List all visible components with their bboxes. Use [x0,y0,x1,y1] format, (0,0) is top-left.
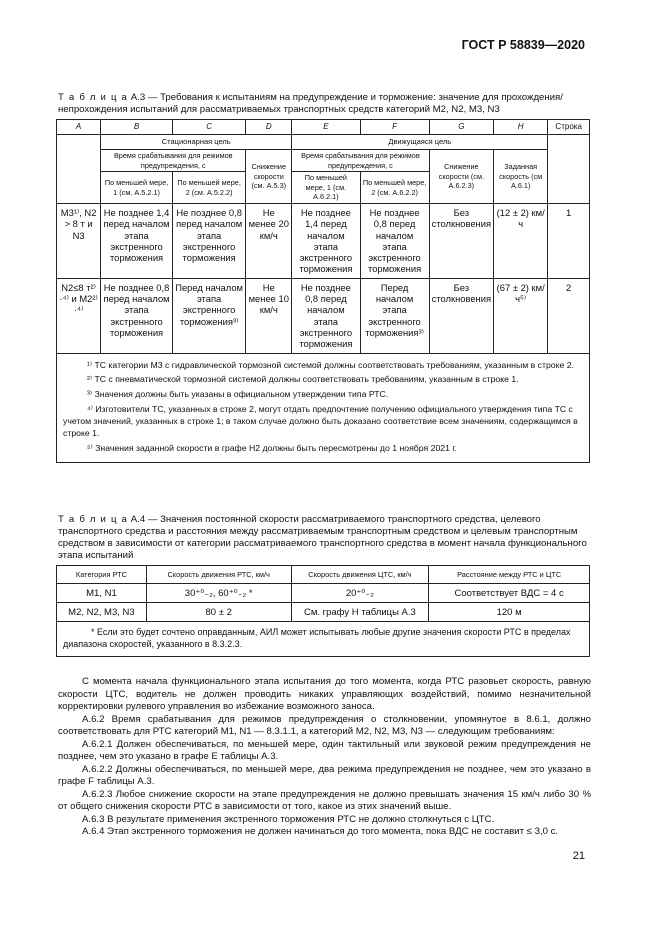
warn-time-moving: Время срабатывания для режимов предупреждения, с [292,150,429,172]
col-letter: H [494,120,548,135]
body-paragraph: С момента начала функционального этапа испытания до того момента, когда РТС разовьет скорость, равную скорости ЦТС, водитель не должен проводить никаких управляющих воздействий, помимо незначительной корректировки рулевого управления во избежание возможного заноса. [58,676,591,712]
a4-row1-category: M1, N1 [57,584,147,603]
table-row [57,584,590,603]
body-paragraph: А.6.2.2 Должны обеспечиваться, по меньшей мере, два режима предупреждения не позднее, чем это указано в графе F таблицы А.3. [58,763,591,787]
min2-stationary: По меньшей мере, 2 (см. А.5.2.2) [172,172,245,204]
footnote-2: ²⁾ ТС с пневматической тормозной системой должны соответствовать требованиям, указанным в строке 1. [87,374,519,385]
row2-d: Не менее 10 км/ч [246,278,292,353]
table-row [57,203,590,278]
row2-g: Без столкновения [429,278,493,353]
footnote-5: ⁵⁾ Значения заданной скорости в графе H2 должны быть пересмотрены до 1 ноября 2021 г. [87,442,457,453]
col-letter: F [360,120,429,135]
table-a3-letters-row [57,120,590,135]
table-a4-note: * Если это будет сочтено оправданным, АИЛ может испытывать любые другие значения скорости РТС в пределах диапазона скоростей, указанного в 8.3.2.3. [57,622,590,657]
row1-h: (12 ± 2) км/ч [494,203,548,278]
header-category: Категория РТС [57,566,147,584]
a4-row2-rts-speed: 80 ± 2 [146,603,291,622]
table-a3-group-row [57,135,590,150]
min2-moving: По меньшей мере, 2 (см. А.6.2.2) [360,172,429,204]
row2-category: N2≤8 т²⁾·⁴⁾ и M2²⁾·⁴⁾ [57,278,101,353]
row1-number: 1 [548,203,590,278]
min1-stationary: По меньшей мере, 1 (см. А.5.2.1) [101,172,173,204]
header-rts-speed: Скорость движения РТС, км/ч [146,566,291,584]
body-text [58,676,591,839]
table-a3-blank-a [57,135,101,204]
footnote-4: ⁴⁾ Изготовители ТС, указанных в строке 2, могут отдать предпочтение получению официального утверждения типа ТС с учетом значений, указанных в строке 1; в таком случае должно быть доказано соответствие всем значениям, содержащимся в строке 1. [63,403,578,439]
table-a4-caption-text: А.4 — Значения постоянной скорости рассматриваемого транспортного средства, целевого транспортного средства и расстояния между рассматриваемым транспортным средством и целевым транспортным средством в зависимости от категории рассматриваемого транспортного средства в момент начала функционального этапа испытаний [58,514,587,561]
col-letter-row: Строка [548,120,590,135]
a4-row2-distance: 120 м [429,603,590,622]
row1-b: Не позднее 1,4 перед началом этапа экстренного торможения [101,203,173,278]
body-paragraph: А.6.4 Этап экстренного торможения не должен начинаться до того момента, пока ВДС не составит ≤ 3,0 с. [82,826,559,837]
table-a4-caption [58,514,588,562]
warn-time-stationary: Время срабатывания для режимов предупреждения, с [101,150,246,172]
row2-number: 2 [548,278,590,353]
table-a3-caption [58,92,588,116]
table-a3-caption-label: Т а б л и ц а [58,92,129,103]
table-row [57,278,590,353]
row2-b: Не позднее 0,8 перед началом этапа экстренного торможения [101,278,173,353]
footnote-1: ¹⁾ ТС категории M3 с гидравлической тормозной системой должны соответствовать требованиям, указанным в строке 2. [87,359,575,370]
col-letter: E [292,120,360,135]
row1-d: Не менее 20 км/ч [246,203,292,278]
a4-row1-cts-speed: 20⁺⁰₋₂ [291,584,429,603]
table-a3-notes-row [57,353,590,463]
body-paragraph: А.6.2.3 Любое снижение скорости на этапе предупреждения не должно превышать значения 15 км/ч либо 30 % от общего снижения скорости РТС в зависимости от того, какое из этих значений выше. [58,788,591,812]
table-a4-caption-label: Т а б л и ц а [58,514,129,525]
table-a4-note-row [57,622,590,657]
a4-row2-cts-speed: См. графу H таблицы А.3 [291,603,429,622]
speed-drop-moving: Снижение скорости (см. А.6.2.3) [429,150,493,204]
header-cts-speed: Скорость движения ЦТС, км/ч [291,566,429,584]
table-a3-subheader-row [57,150,590,172]
moving-target-header: Движущаяся цель [292,135,548,150]
body-paragraph: А.6.2.1 Должен обеспечиваться, по меньшей мере, один тактильный или звуковой режим предупреждения не позднее, чем это указано в графе E таблицы А.3. [58,738,591,762]
table-a3-notes [57,353,590,463]
table-a4 [56,565,590,657]
body-paragraph: А.6.2 Время срабатывания для режимов предупреждения о столкновении, упомянутое в 8.6.1, должно соответствовать для РТС категорий M1, N1 — 8.3.1.1, а категорий M2, N2, M3, N3 — следующим требованиям: [58,713,591,737]
col-letter: G [429,120,493,135]
col-letter: C [172,120,245,135]
footnote-3: ³⁾ Значения должны быть указаны в официальном утверждении типа РТС. [87,388,389,399]
table-row [57,603,590,622]
row1-category: M3¹⁾, N2 > 8 т и N3 [57,203,101,278]
row2-f: Перед началом этапа экстренного торможения³⁾ [360,278,429,353]
stationary-target-header: Стационарная цель [101,135,292,150]
row2-e: Не позднее 0,8 перед началом этапа экстренного торможения [292,278,360,353]
a4-row1-distance: Соответствует ВДС = 4 с [429,584,590,603]
col-letter: D [246,120,292,135]
col-letter: A [57,120,101,135]
a4-row2-category: M2, N2, M3, N3 [57,603,147,622]
row2-h: (67 ± 2) км/ч⁵⁾ [494,278,548,353]
min1-moving: По меньшей мере, 1 (см. А.6.2.1) [292,172,360,204]
col-letter: B [101,120,173,135]
header-distance: Расстояние между РТС и ЦТС [429,566,590,584]
body-paragraph: А.6.3 В результате применения экстренного торможения РТС не должно столкнуться с ЦТС. [82,813,495,825]
a4-row1-rts-speed: 30⁺⁰₋₂, 60⁺⁰₋₂ * [146,584,291,603]
table-a3-blank-row [548,135,590,204]
row1-f: Не позднее 0,8 перед началом этапа экстренного торможения [360,203,429,278]
speed-drop-stationary: Снижение скорости (см. А.5.3) [246,150,292,204]
page-header-standard: ГОСТ Р 58839—2020 [461,38,585,52]
table-a3 [56,119,590,463]
row1-e: Не позднее 1,4 перед началом этапа экстренного торможения [292,203,360,278]
table-a3-caption-text: А.3 — Требования к испытаниям на предупреждение и торможение: значение для прохождения/непрохождения испытаний для рассматриваемых транспортных средств категорий M2, N2, M3, N3 [58,92,563,115]
row1-c: Не позднее 0,8 перед началом этапа экстренного торможения [172,203,245,278]
page-number: 21 [572,850,585,862]
table-a4-header-row [57,566,590,584]
target-speed-header: Заданная скорость (см А.6.1) [494,150,548,204]
row1-g: Без столкновения [429,203,493,278]
row2-c: Перед началом этапа экстренного торможения³⁾ [172,278,245,353]
